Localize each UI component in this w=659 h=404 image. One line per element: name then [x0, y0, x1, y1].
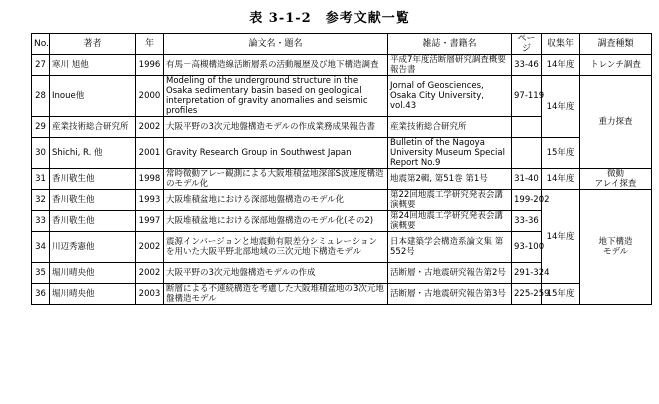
- cell-year: 2000: [136, 76, 164, 117]
- cell-no: 30: [32, 138, 50, 169]
- table-row: [32, 284, 652, 305]
- cell-paper: 常時微動アレー観測による大阪堆積盆地深部S波速度構造のモデル化: [164, 169, 388, 190]
- cell-paper: 有馬－高槻構造線活断層系の活動履歴及び地下構造調査: [164, 55, 388, 76]
- cell-year: 1997: [136, 211, 164, 232]
- cell-journal: 日本建築学会構造系論文集 第552号: [388, 232, 512, 263]
- cell-year: 2002: [136, 117, 164, 138]
- cell-year: 1998: [136, 169, 164, 190]
- cell-survey-type: 重力探査: [580, 76, 652, 169]
- cell-author: 香川敬生他: [50, 169, 136, 190]
- cell-no: 33: [32, 211, 50, 232]
- cell-author: 寒川 旭他: [50, 55, 136, 76]
- cell-journal: 平成7年度活断層研究調査概要報告書: [388, 55, 512, 76]
- header-pages: ページ: [512, 34, 542, 55]
- cell-pages: [512, 138, 542, 169]
- header-paper: 論文名・題名: [164, 34, 388, 55]
- table-row: [32, 190, 652, 211]
- header-journal: 雑誌・書籍名: [388, 34, 512, 55]
- cell-year: 2002: [136, 232, 164, 263]
- table-row: [32, 55, 652, 76]
- cell-pages: 33-46: [512, 55, 542, 76]
- cell-paper: 大阪堆積盆地における深部地盤構造のモデル化: [164, 190, 388, 211]
- cell-no: 34: [32, 232, 50, 263]
- cell-survey-year: 14年度: [542, 190, 580, 284]
- header-row: [32, 34, 652, 55]
- cell-year: 2001: [136, 138, 164, 169]
- cell-journal: 第24回地震工学研究発表会講演概要: [388, 211, 512, 232]
- cell-year: 1993: [136, 190, 164, 211]
- cell-journal: 産業技術総合研究所: [388, 117, 512, 138]
- cell-survey-type: トレンチ調査: [580, 55, 652, 76]
- cell-no: 35: [32, 263, 50, 284]
- table-row: [32, 138, 652, 169]
- cell-no: 28: [32, 76, 50, 117]
- cell-no: 31: [32, 169, 50, 190]
- cell-author: 香川敬生他: [50, 190, 136, 211]
- cell-year: 1996: [136, 55, 164, 76]
- cell-survey-year: 15年度: [542, 284, 580, 305]
- cell-journal: 活断層・古地震研究報告第3号: [388, 284, 512, 305]
- cell-pages: 93-100: [512, 232, 542, 263]
- cell-journal: 地震第2輯, 第51巻 第1号: [388, 169, 512, 190]
- table-row: [32, 76, 652, 117]
- header-author: 著者: [50, 34, 136, 55]
- cell-paper: 大阪平野の3次元地盤構造モデルの作成業務成果報告書: [164, 117, 388, 138]
- header-year: 年: [136, 34, 164, 55]
- cell-paper: 震源インバージョンと地震動有限差分シミュレーションを用いた大阪平野北部地域の三次元地下構造モデル: [164, 232, 388, 263]
- cell-survey-year: 14年度: [542, 76, 580, 138]
- cell-author: 香川敬生他: [50, 211, 136, 232]
- cell-paper: Modeling of the underground structure in the Osaka sedimentary basin based on geological interpretation of gravity anomalies and seismic profiles: [164, 76, 388, 117]
- header-no: No.: [32, 34, 50, 55]
- cell-author: 堀川晴央他: [50, 284, 136, 305]
- cell-survey-type: 地下構造 モデル: [580, 190, 652, 305]
- cell-no: 36: [32, 284, 50, 305]
- cell-year: 2003: [136, 284, 164, 305]
- cell-no: 29: [32, 117, 50, 138]
- cell-survey-year: 14年度: [542, 55, 580, 76]
- cell-author: 堀川晴央他: [50, 263, 136, 284]
- cell-no: 32: [32, 190, 50, 211]
- cell-paper: Gravity Research Group in Southwest Japan: [164, 138, 388, 169]
- cell-paper: 大阪平野の3次元地盤構造モデルの作成: [164, 263, 388, 284]
- cell-author: 川辺秀憲他: [50, 232, 136, 263]
- cell-survey-type: 微動 アレイ探査: [580, 169, 652, 190]
- cell-pages: 225-259: [512, 284, 542, 305]
- cell-pages: 97-119: [512, 76, 542, 117]
- cell-pages: 31-40: [512, 169, 542, 190]
- table-row: [32, 169, 652, 190]
- cell-paper: 断層による不連続構造を考慮した大阪堆積盆地の3次元地盤構造モデル: [164, 284, 388, 305]
- cell-author: Inoue他: [50, 76, 136, 117]
- page-title: 表 3-1-2 参考文献一覧: [249, 11, 410, 26]
- cell-journal: 第22回地震工学研究発表会講演概要: [388, 190, 512, 211]
- cell-pages: 291-324: [512, 263, 542, 284]
- cell-journal: Bulletin of the Nagoya University Museum Special Report No.9: [388, 138, 512, 169]
- header-survey-type: 調査種類: [580, 34, 652, 55]
- cell-author: Shichi, R. 他: [50, 138, 136, 169]
- cell-pages: 33-36: [512, 211, 542, 232]
- cell-no: 27: [32, 55, 50, 76]
- cell-journal: Jornal of Geosciences, Osaka City University, vol.43: [388, 76, 512, 117]
- header-survey-year: 収集年: [542, 34, 580, 55]
- cell-pages: [512, 117, 542, 138]
- cell-pages: 199-202: [512, 190, 542, 211]
- cell-journal: 活断層・古地震研究報告第2号: [388, 263, 512, 284]
- cell-survey-year: 14年度: [542, 169, 580, 190]
- cell-paper: 大阪堆積盆地における深部地盤構造のモデル化(その2): [164, 211, 388, 232]
- cell-author: 産業技術総合研究所: [50, 117, 136, 138]
- reference-table: [31, 33, 652, 305]
- cell-survey-year: 15年度: [542, 138, 580, 169]
- cell-year: 2002: [136, 263, 164, 284]
